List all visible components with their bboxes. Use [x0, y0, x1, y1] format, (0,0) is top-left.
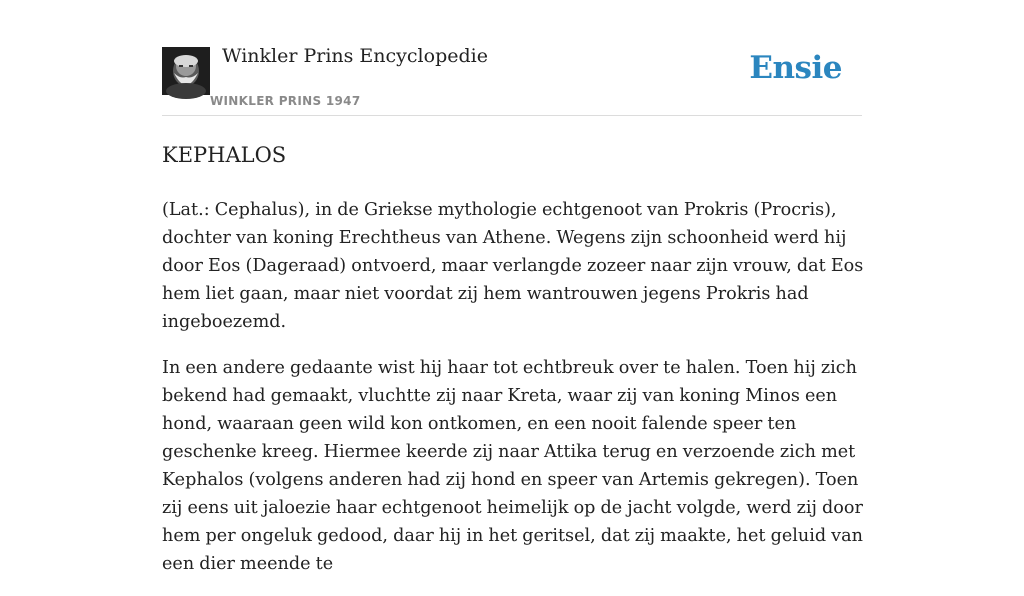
header — [162, 0, 862, 116]
bearded-man-portrait-icon[interactable] — [162, 47, 210, 95]
article-paragraph: In een andere gedaante wist hij haar tot echtbreuk over te halen. Toen hij zich bekend had gemaakt, vluchtte zij naar Kreta, waar zij van koning Minos een hond, waaraan geen wild kon ontkomen, en een nooit falende speer ten geschenke kreeg. Hiermee keerde zij naar Attika terug en verzoende zich met Kephalos (volgens anderen had zij hond en speer van Artemis gekregen). Toen zij eens uit jaloezie haar echtgenoot heimelijk op de jacht volgde, werd zij door hem per ongeluk gedood, daar hij in het geritsel, dat zij maakte, het geluid van een dier meende te — [162, 358, 863, 574]
source-title[interactable]: Winkler Prins Encyclopedie — [222, 45, 488, 67]
article — [162, 140, 864, 596]
source-subtitle: WINKLER PRINS 1947 — [210, 94, 361, 108]
article-title: KEPHALOS — [162, 143, 287, 167]
brand-logo[interactable]: Ensie — [749, 50, 842, 86]
article-paragraph: (Lat.: Cephalus), in de Griekse mythologie echtgenoot van Prokris (Procris), dochter van koning Erechtheus van Athene. Wegens zijn schoonheid werd hij door Eos (Dageraad) ontvoerd, maar verlangde zozeer naar zijn vrouw, dat Eos hem liet gaan, maar niet voordat zij hem wantrouwen jegens Prokris had ingeboezemd. — [162, 200, 864, 332]
